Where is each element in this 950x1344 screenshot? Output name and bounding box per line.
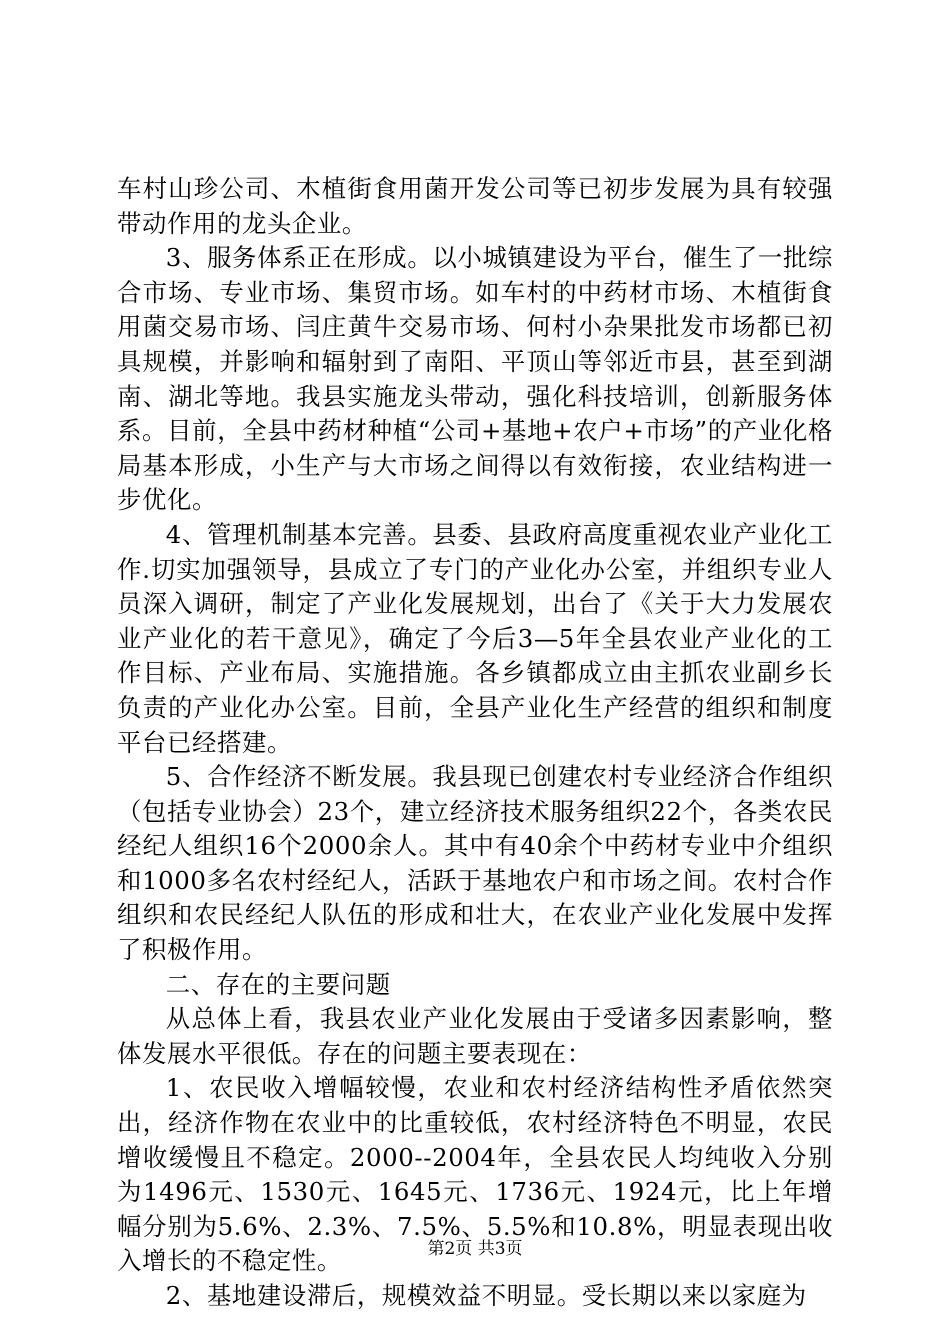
section-heading-main-problems: 二、存在的主要问题 <box>165 969 391 999</box>
paragraph-service-system: 3、服务体系正在形成。以小城镇建设为平台，催生了一批综合市场、专业市场、集贸市场。如车村的中药材市场、木植街食用菌交易市场、闫庄黄牛交易市场、何村小杂果批发市场都已初具规模，并影响和辐射到了南阳、平顶山等邻近市县，甚至到湖南、湖北等地。我县实施龙头带动，强化科技培训，创新服务体系。目前，全县中药材种植“公司+基地+农户+市场”的产业化格局基本形成，小生产与大市场之间得以有效衔接，农业结构进一步优化。 <box>117 243 833 515</box>
paragraph-management-mechanism: 4、管理机制基本完善。县委、县政府高度重视农业产业化工作.切实加强领导，县成立了专门的产业化办公室，并组织专业人员深入调研，制定了产业化发展规划，出台了《关于大力发展农业产业化的若干意见》，确定了今后3—5年全县农业产业化的工作目标、产业布局、实施措施。各乡镇都成立由主抓农业副乡长负责的产业化办公室。目前，全县产业化生产经营的组织和制度平台已经搭建。 <box>117 519 833 757</box>
paragraph-overview: 从总体上看，我县农业产业化发展由于受诸多因素影响，整体发展水平很低。存在的问题主要表现在： <box>117 1004 833 1068</box>
page-footer: 第2页 共3页 <box>427 1239 523 1259</box>
paragraph-continued: 车村山珍公司、木植街食用菌开发公司等已初步发展为具有较强带动作用的龙头企业。 <box>117 174 833 238</box>
document-body <box>117 172 833 1314</box>
paragraph-farmer-income: 1、农民收入增幅较慢，农业和农村经济结构性矛盾依然突出，经济作物在农业中的比重较低，农村经济特色不明显，农民增收缓慢且不稳定。2000--2004年，全县农民人均纯收入分别为1496元、1530元、1645元、1736元、1924元，比上年增幅分别为5.6%、2.3%、7.5%、5.5%和10.8%，明显表现出收入增长的不稳定性。 <box>117 1073 833 1276</box>
paragraph-base-construction: 2、基地建设滞后，规模效益不明显。受长期以来以家庭为 <box>165 1281 807 1310</box>
paragraph-cooperative-economy: 5、合作经济不断发展。我县现已创建农村专业经济合作组织（包括专业协会）23个，建立经济技术服务组织22个，各类农民经纪人组织16个2000余人。其中有40余个中药材专业中介组织和1000多名农村经纪人，活跃于基地农户和市场之间。农村合作组织和农民经纪人队伍的形成和壮大，在农业产业化发展中发挥了积极作用。 <box>117 762 833 965</box>
